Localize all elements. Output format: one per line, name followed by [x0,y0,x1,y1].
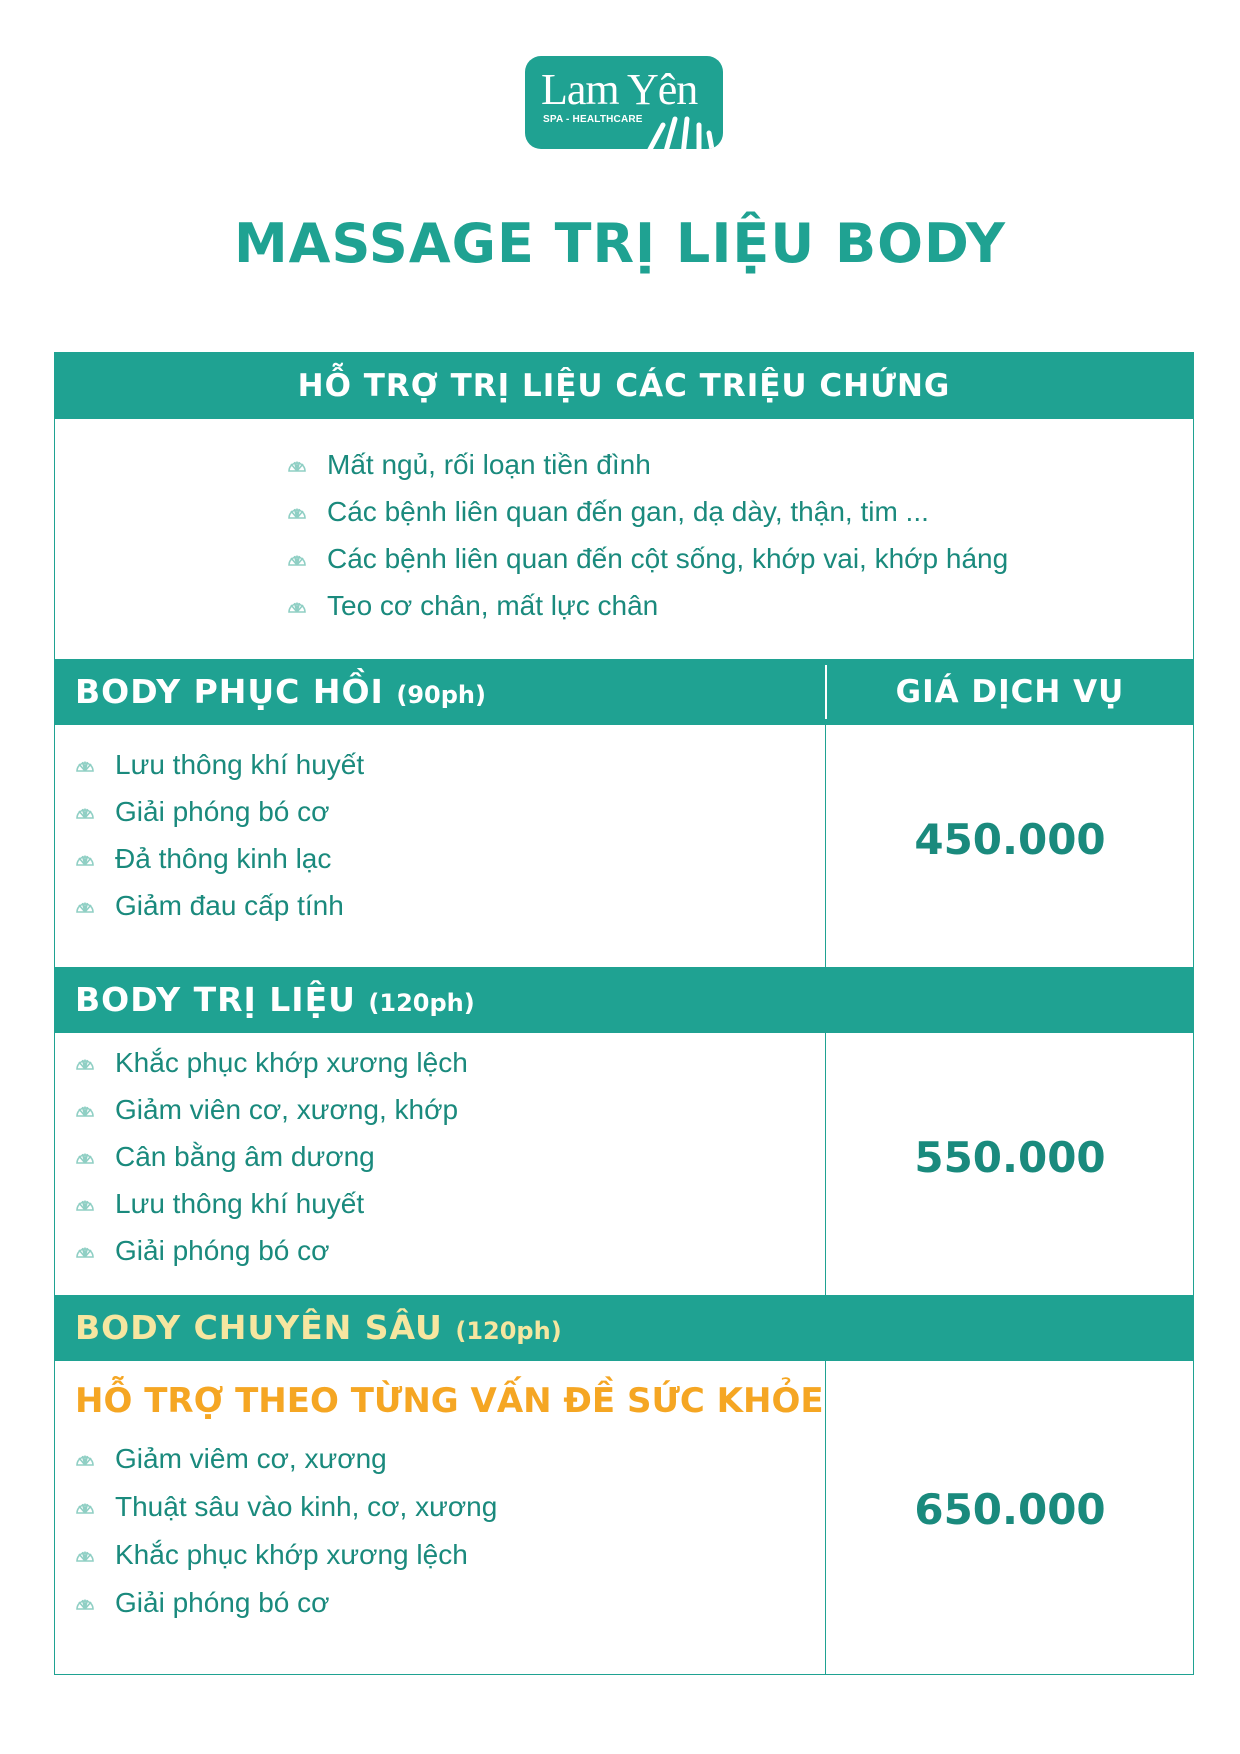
symptoms-list [287,441,1008,629]
list-item [75,741,364,788]
benefit-text: Giải phóng bó cơ [115,796,330,827]
shell-icon [287,502,307,522]
list-item [287,535,1008,582]
shell-icon [75,1497,95,1517]
symptom-text: Các bệnh liên quan đến cột sống, khớp vai, khớp háng [327,543,1009,574]
service-name: BODY TRỊ LIỆU [75,980,356,1019]
list-item [75,1039,468,1086]
shell-icon [287,455,307,475]
symptom-text: Các bệnh liên quan đến gan, dạ dày, thận, tim ... [327,496,929,527]
price-tri-lieu: 550.000 [914,1133,1106,1182]
service-list-tri-lieu [75,1039,468,1274]
section-subheading: HỖ TRỢ THEO TỪNG VẤN ĐỀ SỨC KHỎE [75,1381,824,1421]
benefit-text: Giảm viêm cơ, xương [115,1443,387,1474]
shell-icon [75,1147,95,1167]
list-item [75,1531,497,1579]
price-header: GIÁ DỊCH VỤ [825,665,1193,719]
benefit-text: Giải phóng bó cơ [115,1587,330,1618]
benefit-text: Khắc phục khớp xương lệch [115,1047,468,1078]
list-item [287,582,1008,629]
service-duration: (90ph) [396,681,486,709]
shell-icon [75,1053,95,1073]
shell-icon [287,596,307,616]
list-item [75,1133,468,1180]
list-item [287,441,1008,488]
shell-icon [287,549,307,569]
benefit-text: Thuật sâu vào kinh, cơ, xương [115,1491,498,1522]
section-header-chuyen-sau [55,1295,1193,1361]
shell-icon [75,755,95,775]
page-title: MASSAGE TRỊ LIỆU BODY [233,212,1007,275]
list-item [75,882,364,929]
shell-icon [75,1593,95,1613]
shell-icon [75,896,95,916]
benefit-text: Lưu thông khí huyết [115,1188,365,1219]
list-item [75,1435,497,1483]
shell-icon [75,1194,95,1214]
list-item [75,1483,497,1531]
service-title [75,1295,562,1364]
brand-logo [525,56,723,149]
list-item [75,1579,497,1627]
symptoms-header: HỖ TRỢ TRỊ LIỆU CÁC TRIỆU CHỨNG [55,353,1193,419]
shell-icon [75,1449,95,1469]
list-item [75,1227,468,1274]
service-name: BODY CHUYÊN SÂU [75,1308,443,1347]
benefit-text: Cân bằng âm dương [115,1141,375,1172]
symptom-text: Mất ngủ, rối loạn tiền đình [327,449,651,480]
benefit-text: Giảm viên cơ, xương, khớp [115,1094,459,1125]
service-table [54,352,1194,1675]
benefit-text: Đả thông kinh lạc [115,843,332,874]
shell-icon [75,1241,95,1261]
service-duration: (120ph) [368,989,475,1017]
price-phuc-hoi: 450.000 [914,815,1106,864]
shell-icon [75,802,95,822]
benefit-text: Khắc phục khớp xương lệch [115,1539,468,1570]
shell-icon [75,1545,95,1565]
shell-icon [75,849,95,869]
service-title [75,967,475,1036]
section-header-tri-lieu [55,967,1193,1033]
list-item [287,488,1008,535]
list-item [75,1180,468,1227]
shell-icon [75,1100,95,1120]
benefit-text: Giảm đau cấp tính [115,890,344,921]
logo-tagline: SPA - HEALTHCARE [543,114,643,125]
list-item [75,1086,468,1133]
list-item [75,788,364,835]
section-header-phuc-hoi [55,659,1193,725]
benefit-text: Giải phóng bó cơ [115,1235,330,1266]
logo-wordmark: Lam Yên [541,65,698,114]
price-chuyen-sau: 650.000 [914,1485,1106,1534]
service-title [75,659,486,728]
service-list-chuyen-sau [75,1435,497,1627]
shell-fan-icon [637,111,717,149]
list-item [75,835,364,882]
service-name: BODY PHỤC HỒI [75,672,384,711]
service-list-phuc-hoi [75,741,364,929]
benefit-text: Lưu thông khí huyết [115,749,365,780]
service-duration: (120ph) [455,1317,562,1345]
symptom-text: Teo cơ chân, mất lực chân [327,590,659,621]
